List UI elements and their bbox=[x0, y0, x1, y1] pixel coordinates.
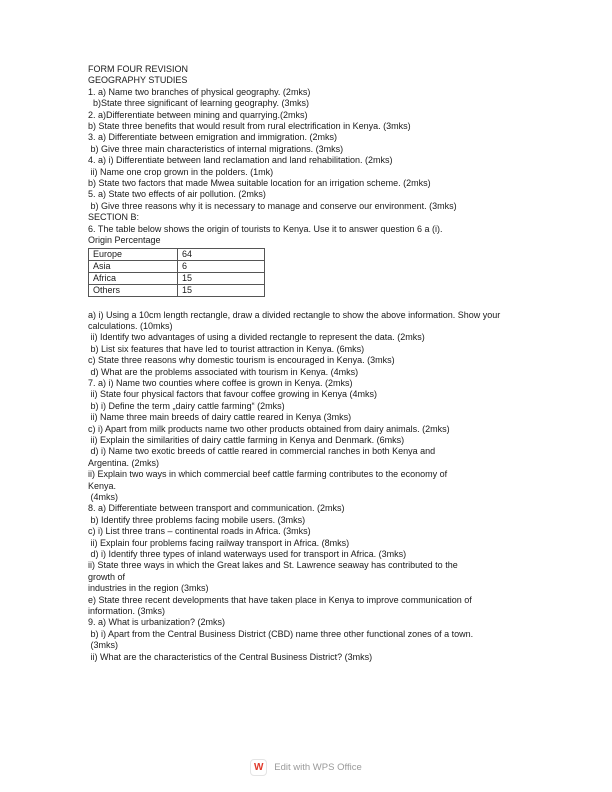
doc-line: b) State two factors that made Mwea suitable location for an irrigation scheme. (2mks) bbox=[88, 178, 431, 189]
document-content bbox=[88, 64, 530, 663]
doc-line: a) i) Using a 10cm length rectangle, draw a divided rectangle to show the above information. Show your bbox=[88, 309, 501, 320]
doc-line: b) Give three main characteristics of internal migrations. (3mks) bbox=[88, 143, 344, 154]
doc-line: c) State three reasons why domestic tourism is encouraged in Kenya. (3mks) bbox=[88, 355, 395, 366]
doc-line: ii) Name three main breeds of dairy cattle reared in Kenya (3mks) bbox=[88, 412, 352, 423]
doc-line: SECTION B: bbox=[88, 212, 140, 223]
origin-cell: Asia bbox=[89, 260, 178, 272]
doc-line: b) i) Apart from the Central Business District (CBD) name three other functional zones of a town. bbox=[88, 628, 474, 639]
table-row bbox=[89, 284, 265, 296]
doc-line: b) State three benefits that would result from rural electrification in Kenya. (3mks) bbox=[88, 121, 411, 132]
doc-line: GEOGRAPHY STUDIES bbox=[88, 75, 188, 86]
percentage-cell: 15 bbox=[178, 284, 265, 296]
doc-line: Argentina. (2mks) bbox=[88, 457, 160, 468]
doc-line: ii) Identify two advantages of using a divided rectangle to represent the data. (2mks) bbox=[88, 332, 425, 343]
doc-line: ii) Explain four problems facing railway transport in Africa. (8mks) bbox=[88, 537, 350, 548]
doc-line: ii) What are the characteristics of the Central Business District? (3mks) bbox=[88, 651, 373, 662]
wps-logo-letter: W bbox=[254, 761, 264, 773]
table-row bbox=[89, 272, 265, 284]
doc-line: 3. a) Differentiate between emigration and immigration. (2mks) bbox=[88, 132, 337, 143]
doc-line: 9. a) What is urbanization? (2mks) bbox=[88, 617, 226, 628]
doc-line: (4mks) bbox=[88, 492, 119, 502]
doc-line: c) i) List three trans – continental roads in Africa. (3mks) bbox=[88, 526, 311, 537]
wps-edit-button[interactable] bbox=[0, 757, 612, 777]
questions-section-a bbox=[88, 64, 530, 235]
doc-line: 1. a) Name two branches of physical geography. (2mks) bbox=[88, 86, 311, 97]
doc-line: e) State three recent developments that have taken place in Kenya to improve communication of bbox=[88, 594, 472, 605]
doc-line: b) Identify three problems facing mobile users. (3mks) bbox=[88, 514, 306, 525]
doc-line: 4. a) i) Differentiate between land reclamation and land rehabilitation. (2mks) bbox=[88, 155, 393, 166]
table-row bbox=[89, 248, 265, 260]
doc-line: ii) State four physical factors that favour coffee growing in Kenya (4mks) bbox=[88, 389, 377, 400]
origin-cell: Africa bbox=[89, 272, 178, 284]
doc-line: b)State three significant of learning geography. (3mks) bbox=[88, 98, 309, 109]
doc-line: 5. a) State two effects of air pollution. (2mks) bbox=[88, 189, 266, 200]
table-row bbox=[89, 260, 265, 272]
doc-line: ii) Explain two ways in which commercial beef cattle farming contributes to the economy of bbox=[88, 469, 448, 480]
doc-line: 7. a) i) Name two counties where coffee is grown in Kenya. (2mks) bbox=[88, 377, 353, 388]
origin-cell: Others bbox=[89, 284, 178, 296]
wps-footer-label: Edit with WPS Office bbox=[274, 761, 362, 773]
doc-line: (3mks) bbox=[88, 640, 119, 651]
doc-line: FORM FOUR REVISION bbox=[88, 64, 189, 74]
percentage-cell: 15 bbox=[178, 272, 265, 284]
doc-line: ii) Name one crop grown in the polders. (1mk) bbox=[88, 166, 274, 177]
spacer bbox=[88, 297, 530, 310]
doc-line: c) i) Apart from milk products name two other products obtained from dairy animals. (2mks) bbox=[88, 423, 450, 434]
doc-line: industries in the region (3mks) bbox=[88, 583, 209, 594]
doc-line: d) i) Identify three types of inland waterways used for transport in Africa. (3mks) bbox=[88, 549, 407, 560]
doc-line: 6. The table below shows the origin of tourists to Kenya. Use it to answer question 6 a (i). bbox=[88, 223, 443, 234]
wps-logo-icon bbox=[250, 759, 267, 776]
doc-line: 8. a) Differentiate between transport and communication. (2mks) bbox=[88, 503, 345, 514]
doc-line: ii) Explain the similarities of dairy cattle farming in Kenya and Denmark. (6mks) bbox=[88, 434, 405, 445]
doc-line: information. (3mks) bbox=[88, 606, 166, 617]
doc-line: d) i) Name two exotic breeds of cattle reared in commercial ranches in both Kenya and bbox=[88, 446, 436, 457]
doc-line: 2. a)Differentiate between mining and quarrying.(2mks) bbox=[88, 109, 308, 120]
doc-line: ii) State three ways in which the Great lakes and St. Lawrence seaway has contributed to the bbox=[88, 560, 458, 571]
origin-cell: Europe bbox=[89, 248, 178, 260]
questions-section-b bbox=[88, 310, 530, 664]
doc-line: growth of bbox=[88, 571, 126, 582]
doc-line: d) What are the problems associated with tourism in Kenya. (4mks) bbox=[88, 366, 359, 377]
doc-line: calculations. (10mks) bbox=[88, 320, 173, 331]
doc-line: b) Give three reasons why it is necessary to manage and conserve our environment. (3mks) bbox=[88, 200, 457, 211]
table-caption: Origin Percentage bbox=[88, 235, 161, 246]
percentage-cell: 64 bbox=[178, 248, 265, 260]
doc-line: b) i) Define the term „dairy cattle farming“ (2mks) bbox=[88, 400, 285, 411]
tourist-origin-table bbox=[88, 248, 265, 297]
percentage-cell: 6 bbox=[178, 260, 265, 272]
doc-line: Kenya. bbox=[88, 480, 117, 491]
doc-line: b) List six features that have led to tourist attraction in Kenya. (6mks) bbox=[88, 343, 365, 354]
